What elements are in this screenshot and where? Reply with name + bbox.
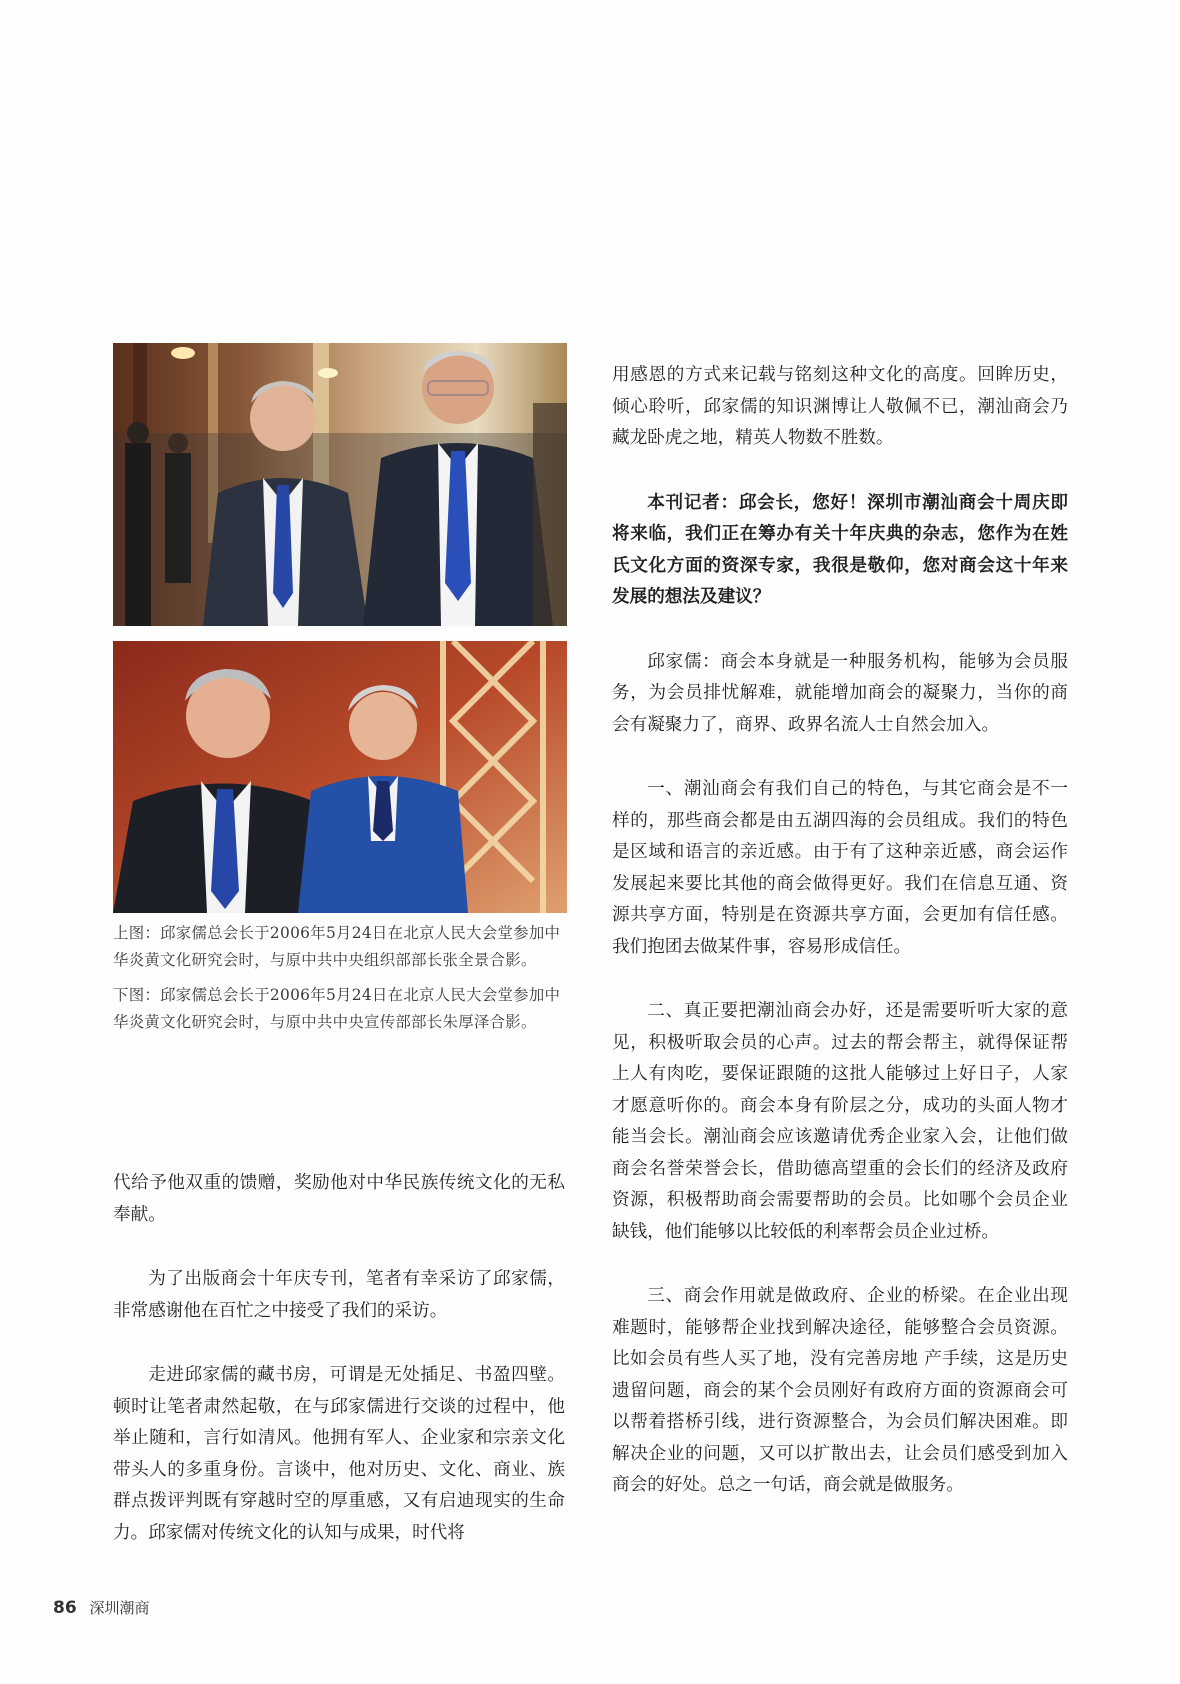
left-paragraph-3: 走进邱家儒的藏书房，可谓是无处插足、书盈四壁。顿时让笔者肃然起敬，在与邱家儒进行交谈的过程中，他举止随和，言行如清风。他拥有军人、企业家和宗亲文化带头人的多重身份。言谈中，他对历史、文化、商业、族群点拨评判既有穿越时空的厚重感，又有启迪现实的生命力。邱家儒对传统文化的认知与成果，时代将	[113, 1365, 565, 1543]
caption-top: 上图：邱家儒总会长于2006年5月24日在北京人民大会堂参加中华炎黄文化研究会时，与原中共中央组织部部长张全景合影。	[113, 924, 561, 969]
reporter-question: 本刊记者：邱会长，您好！深圳市潮汕商会十周庆即将来临，我们正在筹办有关十年庆典的杂志，您作为在姓氏文化方面的资深专家，我很是敬仰，您对商会这十年来发展的想法及建议？	[612, 492, 1068, 607]
right-paragraph-5: 二、真正要把潮汕商会办好，还是需要听听大家的意见，积极听取会员的心声。过去的帮会帮主，就得保证帮上人有肉吃，要保证跟随的这批人能够过上好日子，人家才愿意听你的。商会本身有阶层之分，成功的头面人物才能当会长。潮汕商会应该邀请优秀企业家入会，让他们做商会名誉荣誉会长，借助德高望重的会长们的经济及政府资源，积极帮助商会需要帮助的会员。比如哪个会员企业缺钱，他们能够以比较低的利率帮会员企业过桥。	[612, 1001, 1068, 1242]
left-paragraph-1: 代给予他双重的馈赠，奖励他对中华民族传统文化的无私奉献。	[113, 1173, 565, 1225]
caption-bottom: 下图：邱家儒总会长于2006年5月24日在北京人民大会堂参加中华炎黄文化研究会时，与原中共中央宣传部部长朱厚泽合影。	[113, 986, 561, 1031]
right-paragraph-6: 三、商会作用就是做政府、企业的桥梁。在企业出现难题时，能够帮企业找到解决途径，能够整合会员资源。比如会员有些人买了地，没有完善房地 产手续，这是历史遗留问题，商会的某个会员刚好有政府方面的资源商会可以帮着搭桥引线，进行资源整合，为会员们解决困难。即解决企业的问题，又可以扩散出去，让会员们感受到加入商会的好处。总之一句话，商会就是做服务。	[612, 1286, 1068, 1495]
left-column	[113, 1168, 565, 1549]
magazine-name: 深圳潮商	[89, 1599, 150, 1617]
page-number: 86	[53, 1598, 77, 1618]
right-column	[612, 360, 1068, 1502]
right-paragraph-4: 一、潮汕商会有我们自己的特色，与其它商会是不一样的，那些商会都是由五湖四海的会员组成。我们的特色是区域和语言的亲近感。由于有了这种亲近感，商会运作发展起来要比其他的商会做得更好。我们在信息互通、资源共享方面，特别是在资源共享方面，会更加有信任感。我们抱团去做某件事，容易形成信任。	[612, 779, 1068, 957]
photo-bottom	[113, 641, 567, 913]
photo-top-image	[113, 343, 567, 626]
photo-bottom-image	[113, 641, 567, 913]
left-paragraph-2: 为了出版商会十年庆专刊，笔者有幸采访了邱家儒，非常感谢他在百忙之中接受了我们的采访。	[113, 1269, 565, 1321]
right-paragraph-1: 用感恩的方式来记载与铭刻这种文化的高度。回眸历史，倾心聆听，邱家儒的知识渊博让人敬佩不已，潮汕商会乃藏龙卧虎之地，精英人物数不胜数。	[612, 365, 1068, 448]
photo-captions	[113, 920, 569, 1044]
page-footer	[53, 1597, 149, 1618]
photo-top	[113, 343, 567, 626]
right-paragraph-3: 邱家儒：商会本身就是一种服务机构，能够为会员服务，为会员排忧解难，就能增加商会的凝聚力，当你的商会有凝聚力了，商界、政界名流人士自然会加入。	[612, 651, 1068, 735]
